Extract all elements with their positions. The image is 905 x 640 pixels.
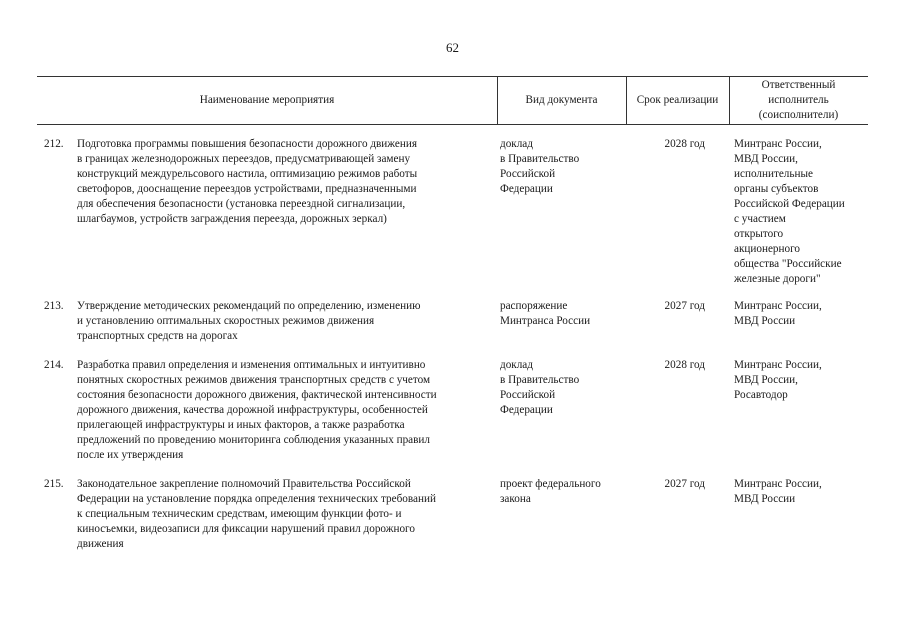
header-name: Наименование мероприятия bbox=[199, 93, 335, 106]
row-doc-type: доклад в Правительство Российской Федерации bbox=[500, 138, 580, 195]
row-number: 215. bbox=[44, 478, 64, 490]
row-number: 214. bbox=[44, 359, 64, 371]
header-bottom-rule bbox=[37, 124, 868, 125]
row-term: 2027 год bbox=[664, 300, 705, 312]
row-term: 2027 год bbox=[664, 478, 705, 490]
row-measure: Подготовка программы повышения безопасности дорожного движения в границах железнодорожных переездов, предусматривающей замену конструкций междурельсового настила, оптимизацию режимов работы светофоров, дооснащение переездов устройствами, предназначенными для обеспечения безопасности (установка переездной сигнализации, шлагбаумов, устройств заграждения переезда, дорожных зеркал) bbox=[77, 138, 418, 225]
row-doc-type: проект федерального закона bbox=[500, 478, 601, 505]
row-measure: Утверждение методических рекомендаций по определению, изменению и установлению оптимальных скоростных режимов движения транспортных средств на дорогах bbox=[77, 300, 421, 342]
header-responsible: Ответственный исполнитель (соисполнители) bbox=[758, 78, 839, 121]
row-number: 212. bbox=[44, 138, 64, 150]
row-term: 2028 год bbox=[664, 359, 705, 371]
header-term: Срок реализации bbox=[636, 93, 719, 106]
row-responsible: Минтранс России, МВД России bbox=[734, 478, 822, 505]
row-measure: Разработка правил определения и изменения оптимальных и интуитивно понятных скоростных режимов движения транспортных средств с учетом состояния безопасности дорожного движения, фактической интенсивности дорожного движения, качества дорожной инфраструктуры, особенностей прилегающей инфраструктуры и иных факторов, а также разработка предложений по проведению мониторинга соблюдения указанных правил после их утверждения bbox=[77, 359, 437, 461]
header-doc-type: Вид документа bbox=[525, 93, 598, 106]
row-measure: Законодательное закрепление полномочий Правительства Российской Федерации на установление порядка определения технических требований к специальным техническим средствам, имеющим функции фото- и киносъемки, видеозаписи для фиксации нарушений правил дорожного движения bbox=[77, 478, 436, 550]
row-doc-type: доклад в Правительство Российской Федерации bbox=[500, 359, 580, 416]
row-term: 2028 год bbox=[664, 138, 705, 150]
row-responsible: Минтранс России, МВД России, Росавтодор bbox=[734, 359, 822, 401]
row-number: 213. bbox=[44, 300, 64, 312]
page-number: 62 bbox=[446, 40, 459, 55]
row-responsible: Минтранс России, МВД России bbox=[734, 300, 822, 327]
row-doc-type: распоряжение Минтранса России bbox=[500, 300, 591, 327]
row-responsible: Минтранс России, МВД России, исполнительные органы субъектов Российской Федерации с участием открытого акционерного общества "Российские железные дороги" bbox=[734, 138, 845, 285]
